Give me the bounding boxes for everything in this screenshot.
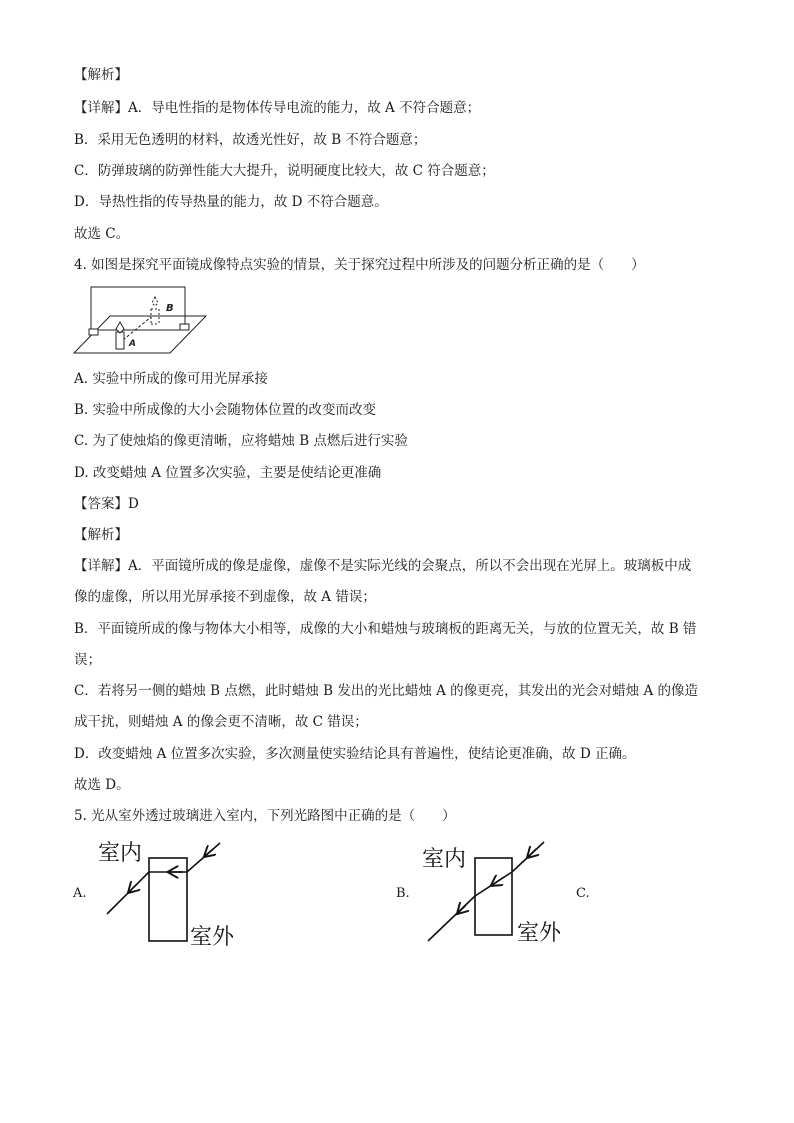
indoor-label-a: 室内 xyxy=(98,841,143,866)
candle-a xyxy=(116,332,124,349)
q4-detail-a-1: 【详解】A．平面镜所成的像是虚像，虚像不是实际光线的会聚点，所以不会出现在光屏上。玻璃板中成 xyxy=(74,558,692,574)
q5-option-b-letter: B. xyxy=(396,886,410,901)
outdoor-label-b: 室外 xyxy=(517,921,562,946)
q4-detail-a-2: 像的虚像，所以用光屏承接不到虚像，故 A 错误； xyxy=(74,589,376,605)
left-support xyxy=(89,329,98,335)
q5-option-b-diagram xyxy=(420,836,580,952)
indoor-label-b: 室内 xyxy=(422,847,467,872)
q3-conclusion: 故选 C。 xyxy=(74,226,130,242)
glass-block-a xyxy=(149,858,187,941)
incident-arrow-b xyxy=(528,849,536,857)
q4-detail-b-1: B．平面镜所成的像与物体大小相等，成像的大小和蜡烛与玻璃板的距离无关，与放的位置无关，故 B 错 xyxy=(74,621,697,637)
glass-block-b xyxy=(475,858,512,935)
q4-conclusion: 故选 D。 xyxy=(74,777,130,793)
q5-option-a-diagram xyxy=(95,836,255,952)
q4-option-d: D. 改变蜡烛 A 位置多次实验，主要是使结论更准确 xyxy=(74,465,382,481)
sight-line xyxy=(123,317,151,340)
label-a: A xyxy=(129,339,136,349)
q4-answer: 【答案】D xyxy=(74,496,139,512)
emergent-ray-a xyxy=(107,872,149,914)
q3-detail-d: D．导热性指的传导热量的能力，故 D 不符合题意。 xyxy=(74,194,388,210)
q4-option-a: A. 实验中所成的像可用光屏承接 xyxy=(74,371,268,387)
q4-option-b: B. 实验中所成像的大小会随物体位置的改变而改变 xyxy=(74,402,377,418)
right-support xyxy=(180,324,189,330)
q5-stem: 5. 光从室外透过玻璃进入室内，下列光路图中正确的是（ ） xyxy=(74,808,456,824)
q4-detail-c-1: C．若将另一侧的蜡烛 B 点燃，此时蜡烛 B 发出的光比蜡烛 A 的像更亮，其发出的光会对蜡烛 A 的像造 xyxy=(74,683,698,699)
q3-detail-b: B．采用无色透明的材料，故透光性好，故 B 不符合题意； xyxy=(74,132,427,148)
q4-stem: 4. 如图是探究平面镜成像特点实验的情景，关于探究过程中所涉及的问题分析正确的是（ ） xyxy=(74,257,645,273)
q4-detail-b-2: 误； xyxy=(74,652,101,668)
image-flame xyxy=(152,297,158,306)
outdoor-label-a: 室外 xyxy=(190,925,235,950)
refracted-arrow-b xyxy=(492,877,504,885)
plane-mirror-figure xyxy=(72,282,212,358)
q4-detail-c-2: 成干扰，则蜡烛 A 的像会更不清晰，故 C 错误； xyxy=(74,714,368,730)
q4-option-c: C. 为了使烛焰的像更清晰，应将蜡烛 B 点燃后进行实验 xyxy=(74,433,408,449)
candle-flame xyxy=(116,322,124,333)
q4-detail-d: D．改变蜡烛 A 位置多次实验，多次测量使实验结论具有普遍性，使结论更准确，故 D 正确。 xyxy=(74,746,636,762)
emergent-arrow-a xyxy=(129,884,137,892)
q4-analysis-tag: 【解析】 xyxy=(74,527,128,543)
emergent-ray-b xyxy=(428,896,475,941)
emergent-arrow-b xyxy=(458,905,466,913)
incident-ray-a xyxy=(187,843,220,872)
q5-option-a-letter: A. xyxy=(73,886,87,901)
q3-analysis-tag: 【解析】 xyxy=(74,67,128,83)
q3-detail-a: 【详解】A．导电性指的是物体传导电流的能力，故 A 不符合题意； xyxy=(74,100,481,116)
q5-option-c-letter: C. xyxy=(576,886,590,901)
label-b: B xyxy=(166,303,174,314)
incident-arrow-a xyxy=(205,849,213,856)
q3-detail-c: C．防弹玻璃的防弹性能大大提升，说明硬度比较大，故 C 符合题意； xyxy=(74,163,495,179)
